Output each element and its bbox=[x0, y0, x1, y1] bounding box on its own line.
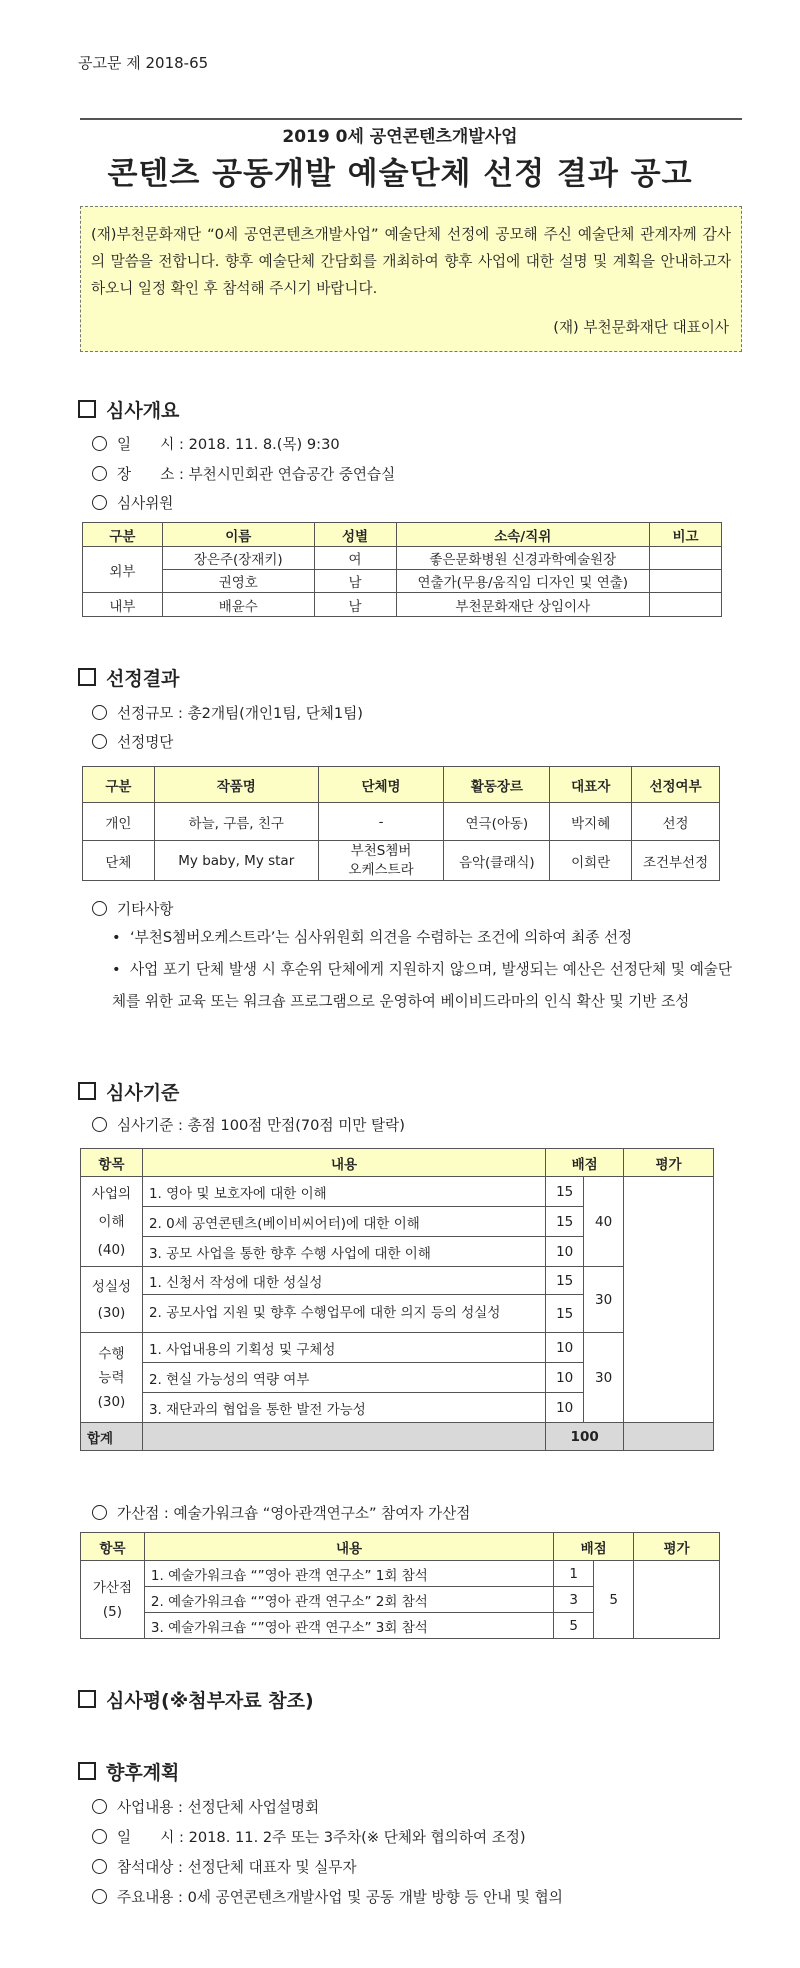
table-header: 성별 bbox=[314, 523, 396, 547]
dot-bullet-icon: • bbox=[112, 929, 121, 946]
table-header: 배점 bbox=[554, 1533, 634, 1561]
text-label: 장 소 : 부천시민회관 연습공간 중연습실 bbox=[117, 466, 396, 483]
table-cell: 1. 예술가워크숍 “”영아 관객 연구소” 1회 참석 bbox=[144, 1561, 553, 1587]
result-scale bbox=[92, 702, 363, 723]
evaluation-cell bbox=[634, 1561, 720, 1639]
table-cell: 하늘, 구름, 친구 bbox=[154, 803, 318, 841]
circle-bullet-icon bbox=[92, 1117, 107, 1132]
table-cell: 합계 bbox=[81, 1423, 143, 1451]
table-cell: 2. 현실 가능성의 역량 여부 bbox=[142, 1363, 545, 1393]
table-header: 선정여부 bbox=[632, 767, 720, 803]
evaluation-cell bbox=[624, 1177, 714, 1423]
table-cell: 외부 bbox=[83, 547, 163, 593]
table-cell: 수행 능력 (30) bbox=[81, 1333, 143, 1423]
table-row bbox=[83, 570, 722, 593]
table-header-row bbox=[81, 1149, 714, 1177]
table-header: 구분 bbox=[83, 523, 163, 547]
table-cell: 선정 bbox=[632, 803, 720, 841]
table-cell: 15 bbox=[546, 1267, 584, 1295]
title-divider bbox=[80, 118, 742, 120]
table-cell: 10 bbox=[546, 1333, 584, 1363]
table-header: 비고 bbox=[650, 523, 722, 547]
table-header: 활동장르 bbox=[444, 767, 550, 803]
table-cell: 5 bbox=[594, 1561, 634, 1639]
table-cell: 15 bbox=[546, 1177, 584, 1207]
table-cell bbox=[650, 570, 722, 593]
table-cell: 30 bbox=[584, 1333, 624, 1423]
text-label: 참석대상 : 선정단체 대표자 및 실무자 bbox=[117, 1859, 357, 1876]
notice-subtitle: 2019 0세 공연콘텐츠개발사업 bbox=[282, 127, 518, 147]
table-cell: 배윤수 bbox=[162, 593, 314, 617]
dot-bullet-icon: • bbox=[112, 961, 121, 978]
text-label: 사업내용 : 선정단체 사업설명회 bbox=[117, 1799, 320, 1816]
table-cell: 성실성 (30) bbox=[81, 1267, 143, 1333]
square-bullet-icon bbox=[78, 400, 96, 418]
criteria-summary bbox=[92, 1114, 405, 1135]
table-header: 단체명 bbox=[318, 767, 444, 803]
table-row bbox=[83, 841, 720, 881]
table-row bbox=[81, 1177, 714, 1207]
circle-bullet-icon bbox=[92, 466, 107, 481]
table-cell: 연극(아동) bbox=[444, 803, 550, 841]
result-list-label bbox=[92, 731, 173, 752]
committee-table bbox=[82, 522, 722, 617]
table-cell: 연출가(무용/움직임 디자인 및 연출) bbox=[396, 570, 650, 593]
table-cell: 좋은문화병원 신경과학예술원장 bbox=[396, 547, 650, 570]
intro-text: (재)부천문화재단 “0세 공연콘텐츠개발사업” 예술단체 선정에 공모해 주신 예술단체 관계자께 감사의 말씀을 전합니다. 향후 예술단체 간담회를 개최하여 향후 사업에 대한 설명 및 계획을 안내하고자 하오니 일정 확인 후 참석해 주시기 바랍니다. bbox=[91, 226, 731, 297]
selection-table bbox=[82, 766, 720, 881]
table-cell: 30 bbox=[584, 1267, 624, 1333]
text-label: 심사기준 bbox=[106, 1082, 180, 1104]
table-cell bbox=[650, 547, 722, 570]
text-label: 일 시 : 2018. 11. 2주 또는 3주차(※ 단체와 협의하여 조정) bbox=[117, 1829, 526, 1846]
table-row bbox=[83, 593, 722, 617]
table-header: 평가 bbox=[624, 1149, 714, 1177]
table-cell: - bbox=[318, 803, 444, 841]
circle-bullet-icon bbox=[92, 1889, 107, 1904]
bonus-table bbox=[80, 1532, 720, 1639]
table-cell: 3 bbox=[554, 1587, 594, 1613]
section-heading-plan bbox=[78, 1758, 179, 1785]
table-header-row bbox=[81, 1533, 720, 1561]
table-cell: 음악(클래식) bbox=[444, 841, 550, 881]
table-cell: 조건부선정 bbox=[632, 841, 720, 881]
table-cell: 1. 사업내용의 기획성 및 구체성 bbox=[142, 1333, 545, 1363]
table-header: 내용 bbox=[144, 1533, 553, 1561]
table-cell: 3. 공모 사업을 통한 향후 수행 사업에 대한 이해 bbox=[142, 1237, 545, 1267]
table-cell: 2. 공모사업 지원 및 향후 수행업무에 대한 의지 등의 성실성 bbox=[142, 1295, 545, 1333]
table-cell: 남 bbox=[314, 570, 396, 593]
table-cell: 부천S쳄버 오케스트라 bbox=[318, 841, 444, 881]
circle-bullet-icon bbox=[92, 1829, 107, 1844]
section-heading-criteria bbox=[78, 1078, 179, 1105]
text-label: 주요내용 : 0세 공연콘텐츠개발사업 및 공동 개발 방향 등 안내 및 협의 bbox=[117, 1889, 563, 1906]
table-cell: 2. 예술가워크숍 “”영아 관객 연구소” 2회 참석 bbox=[144, 1587, 553, 1613]
text-label: 일 시 : 2018. 11. 8.(목) 9:30 bbox=[117, 436, 340, 453]
table-cell: 2. 0세 공연콘텐츠(베이비씨어터)에 대한 이해 bbox=[142, 1207, 545, 1237]
table-cell: 권영호 bbox=[162, 570, 314, 593]
bonus-summary bbox=[92, 1502, 470, 1523]
result-note-1 bbox=[112, 922, 732, 954]
table-header: 항목 bbox=[81, 1149, 143, 1177]
circle-bullet-icon bbox=[92, 705, 107, 720]
table-cell: 박지혜 bbox=[550, 803, 632, 841]
table-header: 대표자 bbox=[550, 767, 632, 803]
overview-committee-label bbox=[92, 492, 173, 513]
table-cell: 가산점 (5) bbox=[81, 1561, 145, 1639]
table-header-row bbox=[83, 523, 722, 547]
table-row bbox=[81, 1561, 720, 1587]
square-bullet-icon bbox=[78, 1690, 96, 1708]
circle-bullet-icon bbox=[92, 495, 107, 510]
table-cell: 1. 신청서 작성에 대한 성실성 bbox=[142, 1267, 545, 1295]
table-cell: 10 bbox=[546, 1363, 584, 1393]
square-bullet-icon bbox=[78, 1082, 96, 1100]
table-header: 평가 bbox=[634, 1533, 720, 1561]
table-cell: 3. 재단과의 협업을 통한 발전 가능성 bbox=[142, 1393, 545, 1423]
text-label: ‘부천S쳄버오케스트라’는 심사위원회 의견을 수렴하는 조건에 의하여 최종 선정 bbox=[130, 929, 633, 946]
table-header: 항목 bbox=[81, 1533, 145, 1561]
table-row bbox=[83, 803, 720, 841]
table-cell: 장은주(장재키) bbox=[162, 547, 314, 570]
table-cell: 1 bbox=[554, 1561, 594, 1587]
criteria-table bbox=[80, 1148, 714, 1451]
text-label: 가산점 : 예술가워크숍 “영아관객연구소” 참여자 가산점 bbox=[117, 1505, 471, 1522]
section-heading-result bbox=[78, 664, 179, 691]
table-header: 구분 bbox=[83, 767, 155, 803]
section-heading-overview bbox=[78, 396, 179, 423]
circle-bullet-icon bbox=[92, 901, 107, 916]
overview-date bbox=[92, 433, 340, 454]
table-cell bbox=[142, 1423, 545, 1451]
table-cell: 단체 bbox=[83, 841, 155, 881]
table-row bbox=[83, 547, 722, 570]
plan-item bbox=[92, 1856, 357, 1877]
result-etc-label bbox=[92, 898, 173, 919]
table-cell: 10 bbox=[546, 1393, 584, 1423]
table-cell: 15 bbox=[546, 1207, 584, 1237]
table-cell: 사업의 이해 (40) bbox=[81, 1177, 143, 1267]
table-row bbox=[81, 1267, 714, 1295]
circle-bullet-icon bbox=[92, 734, 107, 749]
table-header-row bbox=[83, 767, 720, 803]
table-header: 이름 bbox=[162, 523, 314, 547]
text-label: 기타사항 bbox=[117, 901, 174, 918]
table-cell: 부천문화재단 상임이사 bbox=[396, 593, 650, 617]
square-bullet-icon bbox=[78, 668, 96, 686]
table-cell: 5 bbox=[554, 1613, 594, 1639]
overview-place bbox=[92, 463, 395, 484]
table-header: 작품명 bbox=[154, 767, 318, 803]
text-label: 향후계획 bbox=[106, 1762, 180, 1784]
table-cell: 15 bbox=[546, 1295, 584, 1333]
circle-bullet-icon bbox=[92, 1859, 107, 1874]
table-cell: My baby, My star bbox=[154, 841, 318, 881]
table-cell bbox=[650, 593, 722, 617]
table-header: 소속/직위 bbox=[396, 523, 650, 547]
table-cell: 10 bbox=[546, 1237, 584, 1267]
square-bullet-icon bbox=[78, 1762, 96, 1780]
text-label: 심사기준 : 총점 100점 만점(70점 미만 탈락) bbox=[117, 1117, 405, 1134]
text-label: 심사위원 bbox=[117, 495, 174, 512]
circle-bullet-icon bbox=[92, 436, 107, 451]
table-cell bbox=[624, 1423, 714, 1451]
table-header: 내용 bbox=[142, 1149, 545, 1177]
table-cell: 3. 예술가워크숍 “”영아 관객 연구소” 3회 참석 bbox=[144, 1613, 553, 1639]
table-cell: 내부 bbox=[83, 593, 163, 617]
plan-item bbox=[92, 1826, 526, 1847]
section-heading-review-comment bbox=[78, 1686, 314, 1713]
table-cell: 여 bbox=[314, 547, 396, 570]
intro-box bbox=[80, 206, 742, 352]
plan-item bbox=[92, 1886, 563, 1907]
text-label: 선정명단 bbox=[117, 734, 174, 751]
table-cell: 40 bbox=[584, 1177, 624, 1267]
text-label: 선정결과 bbox=[106, 668, 180, 690]
table-cell: 개인 bbox=[83, 803, 155, 841]
circle-bullet-icon bbox=[92, 1505, 107, 1520]
result-note-2 bbox=[112, 954, 732, 1018]
intro-signature: (재) 부천문화재단 대표이사 bbox=[553, 319, 729, 336]
table-cell: 이희란 bbox=[550, 841, 632, 881]
table-header: 배점 bbox=[546, 1149, 624, 1177]
notice-number: 공고문 제 2018-65 bbox=[78, 54, 209, 72]
table-cell: 100 bbox=[546, 1423, 624, 1451]
table-cell: 1. 영아 및 보호자에 대한 이해 bbox=[142, 1177, 545, 1207]
circle-bullet-icon bbox=[92, 1799, 107, 1814]
plan-item bbox=[92, 1796, 319, 1817]
text-label: 사업 포기 단체 발생 시 후순위 단체에게 지원하지 않으며, 발생되는 예산은 선정단체 및 예술단체를 위한 교육 또는 워크숍 프로그램으로 운영하여 베이비드라마의 인식 확산 및 기반 조성 bbox=[112, 961, 732, 1010]
table-row bbox=[81, 1333, 714, 1363]
table-sum-row bbox=[81, 1423, 714, 1451]
text-label: 선정규모 : 총2개팀(개인1팀, 단체1팀) bbox=[117, 705, 363, 722]
table-cell: 남 bbox=[314, 593, 396, 617]
text-label: 심사평(※첨부자료 참조) bbox=[106, 1690, 314, 1712]
text-label: 심사개요 bbox=[106, 400, 180, 422]
notice-title: 콘텐츠 공동개발 예술단체 선정 결과 공고 bbox=[107, 156, 693, 192]
